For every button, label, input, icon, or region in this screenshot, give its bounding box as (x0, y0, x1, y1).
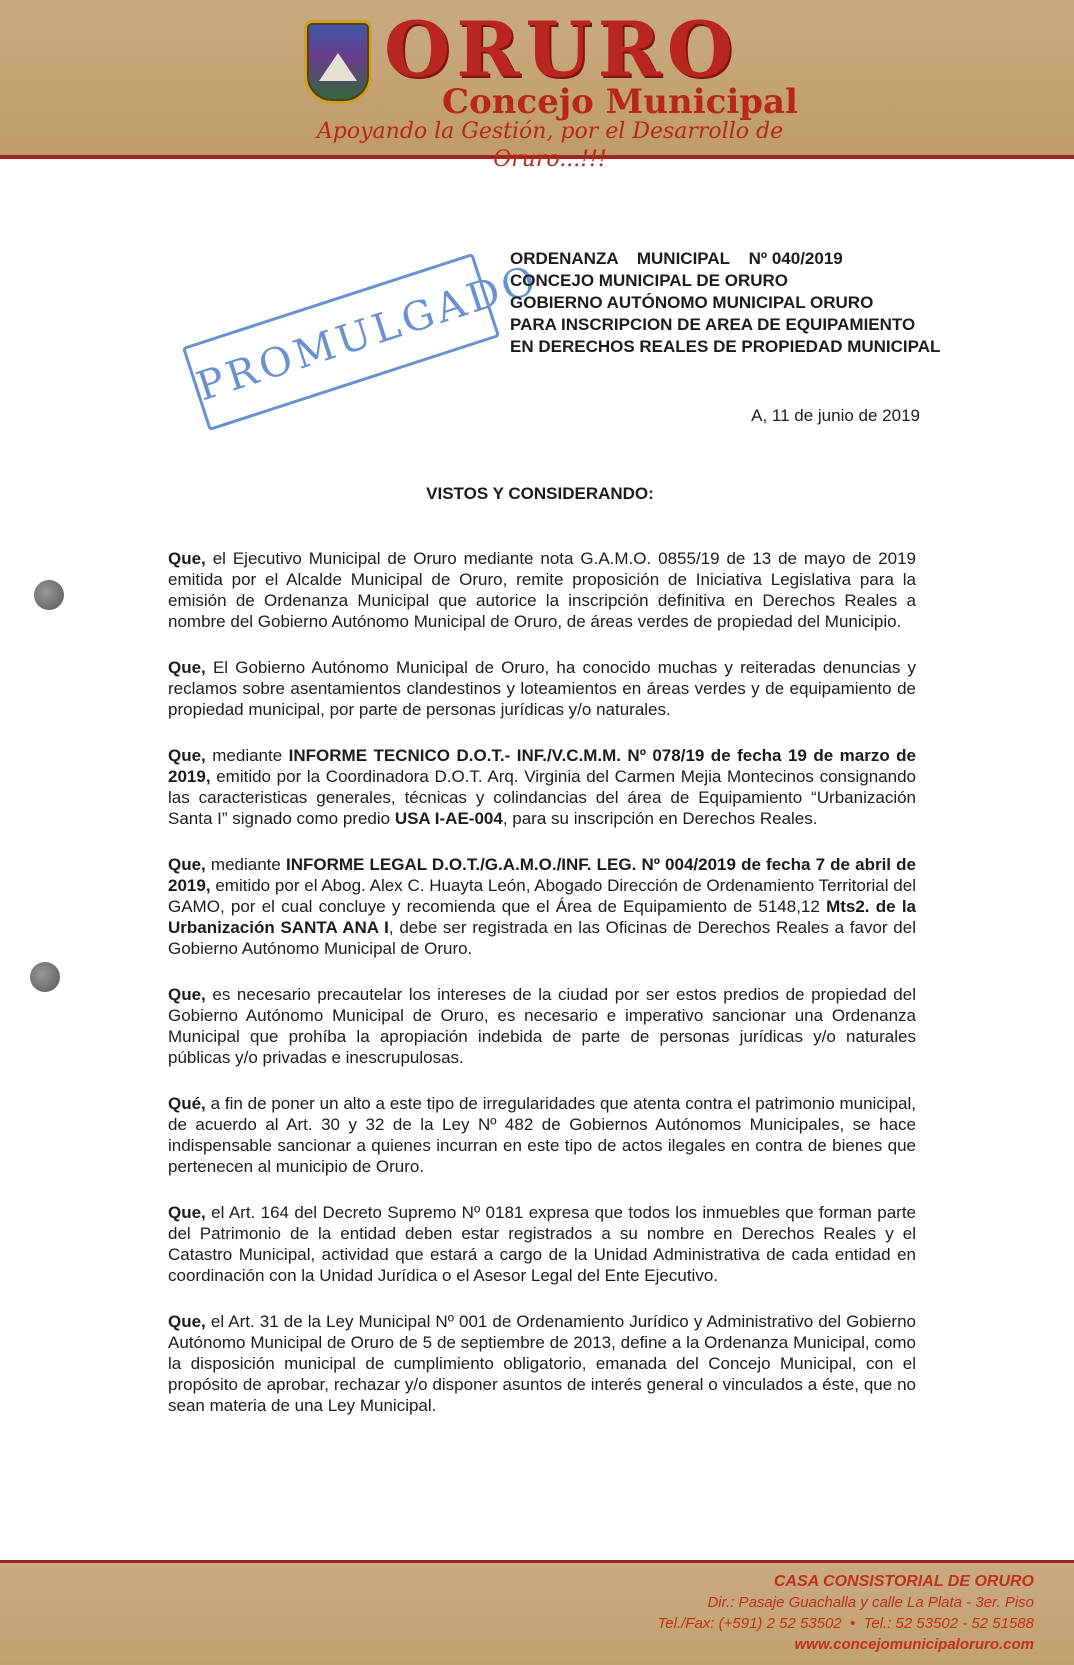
ordinance-issuer: CONCEJO MUNICIPAL DE ORURO (510, 271, 789, 290)
considerando-paragraph: Que, el Art. 164 del Decreto Supremo Nº 0181 expresa que todos los inmuebles que forman parte del Patrimonio de la entidad deben estar registrados a su nombre en Derechos Reales y el Catastro Municipal, actividad que estará a cargo de la Unidad Administrativa de cada entidad en coordinación con la Unidad Jurídica o el Asesor Legal del Ente Ejecutivo. (168, 1203, 916, 1285)
considerando-paragraph: Que, el Ejecutivo Municipal de Oruro mediante nota G.A.M.O. 0855/19 de 13 de mayo de 2019 emitida por el Alcalde Municipal de Oruro, remite proposición de Iniciativa Legislativa para la emisión de Ordenanza Municipal que autorice la inscripción definitiva en Derechos Reales a nombre del Gobierno Autónomo Municipal de Oruro, de áreas verdes de propiedad del Municipio. (168, 549, 916, 631)
footer-band (0, 1560, 1074, 1665)
footer-heading: CASA CONSISTORIAL DE ORURO (773, 1573, 1034, 1590)
hole-punch-icon (34, 580, 64, 610)
ordinance-subject-line2: EN DERECHOS REALES DE PROPIEDAD MUNICIPAL (510, 337, 941, 356)
promulgado-stamp: PROMULGADO (182, 253, 500, 431)
considerando-paragraph: Que, mediante INFORME LEGAL D.O.T./G.A.M.O./INF. LEG. Nº 004/2019 de fecha 7 de abril de 2019, emitido por el Abog. Alex C. Huayta León, Abogado Dirección de Ordenamiento Territorial del GAMO, por el cual concluye y recomienda que el Área de Equipamiento de 5148,12 Mts2. de la Urbanización SANTA ANA I, debe ser registrada en las Oficinas de Derechos Reales a favor del Gobierno Autónomo Municipal de Oruro. (168, 855, 916, 958)
ordinance-title-block (510, 248, 941, 358)
considerando-paragraph: Que, El Gobierno Autónomo Municipal de Oruro, ha conocido muchas y reiteradas denuncias y reclamos sobre asentamientos clandestinos y loteamientos en áreas verdes y de equipamiento de propiedad municipal, por parte de personas jurídicas y/o naturales. (168, 658, 916, 719)
footer-phones: Tel./Fax: (+591) 2 52 53502 • Tel.: 52 53502 - 52 51588 (657, 1615, 1034, 1632)
considerando-paragraph: Que, el Art. 31 de la Ley Municipal Nº 001 de Ordenamiento Jurídico y Administrativo del Gobierno Autónomo Municipal de Oruro de 5 de septiembre de 2013, define a la Ordenanza Municipal, como la disposición municipal de cumplimiento obligatorio, emanada del Concejo Municipal, con el propósito de aprobar, rechazar y/o disponer asuntos de interés general o vinculados a éste, que no sean materia de una Ley Municipal. (168, 1312, 916, 1415)
hole-punch-icon (30, 962, 60, 992)
ordinance-government: GOBIERNO AUTÓNOMO MUNICIPAL ORURO (510, 293, 874, 312)
considerando-paragraph: Que, mediante INFORME TECNICO D.O.T.- INF./V.C.M.M. Nº 078/19 de fecha 19 de marzo de 2019, emitido por la Coordinadora D.O.T. Arq. Virginia del Carmen Mejia Montecinos consignando las caracteristicas generales, técnicas y colindancias del área de Equipamiento “Urbanización Santa I” signado como predio USA I-AE-004, para su inscripción en Derechos Reales. (168, 746, 916, 828)
footer-website[interactable]: www.concejomunicipaloruro.com (794, 1636, 1034, 1653)
considerando-paragraph: Qué, a fin de poner un alto a este tipo de irregularidades que atenta contra el patrimonio municipal, de acuerdo al Art. 30 y 32 de la Ley Nº 482 de Gobiernos Autónomos Municipales, se hace indispensable sancionar a quienes incurran en este tipo de actos ilegales en contra de bienes que pertenecen al municipio de Oruro. (168, 1094, 916, 1176)
letterhead-band (0, 0, 1074, 172)
letterhead-slogan: Apoyando la Gestión, por el Desarrollo de Oruro...!!! (316, 119, 784, 172)
coat-of-arms-icon (304, 20, 372, 104)
section-heading: VISTOS Y CONSIDERANDO: (426, 484, 654, 503)
ordinance-number: ORDENANZA MUNICIPAL Nº 040/2019 (510, 249, 843, 268)
document-date: A, 11 de junio de 2019 (751, 406, 920, 425)
ordinance-subject-line1: PARA INSCRIPCION DE AREA DE EQUIPAMIENTO (510, 315, 916, 334)
document-body (168, 548, 916, 1441)
footer-contact (474, 1571, 1034, 1655)
footer-address: Dir.: Pasaje Guachalla y calle La Plata - 3er. Piso (707, 1594, 1034, 1611)
letterhead-title: ORURO (384, 5, 740, 94)
letterhead-subtitle: Concejo Municipal (442, 82, 798, 122)
considerando-paragraph: Que, es necesario precautelar los intereses de la ciudad por ser estos predios de propiedad del Gobierno Autónomo Municipal de Oruro, es necesario e imperativo sancionar una Ordenanza Municipal que prohíba la apropiación indebida de parte de personas jurídicas y/o naturales públicas y/o privadas e inescrupulosas. (168, 985, 916, 1067)
